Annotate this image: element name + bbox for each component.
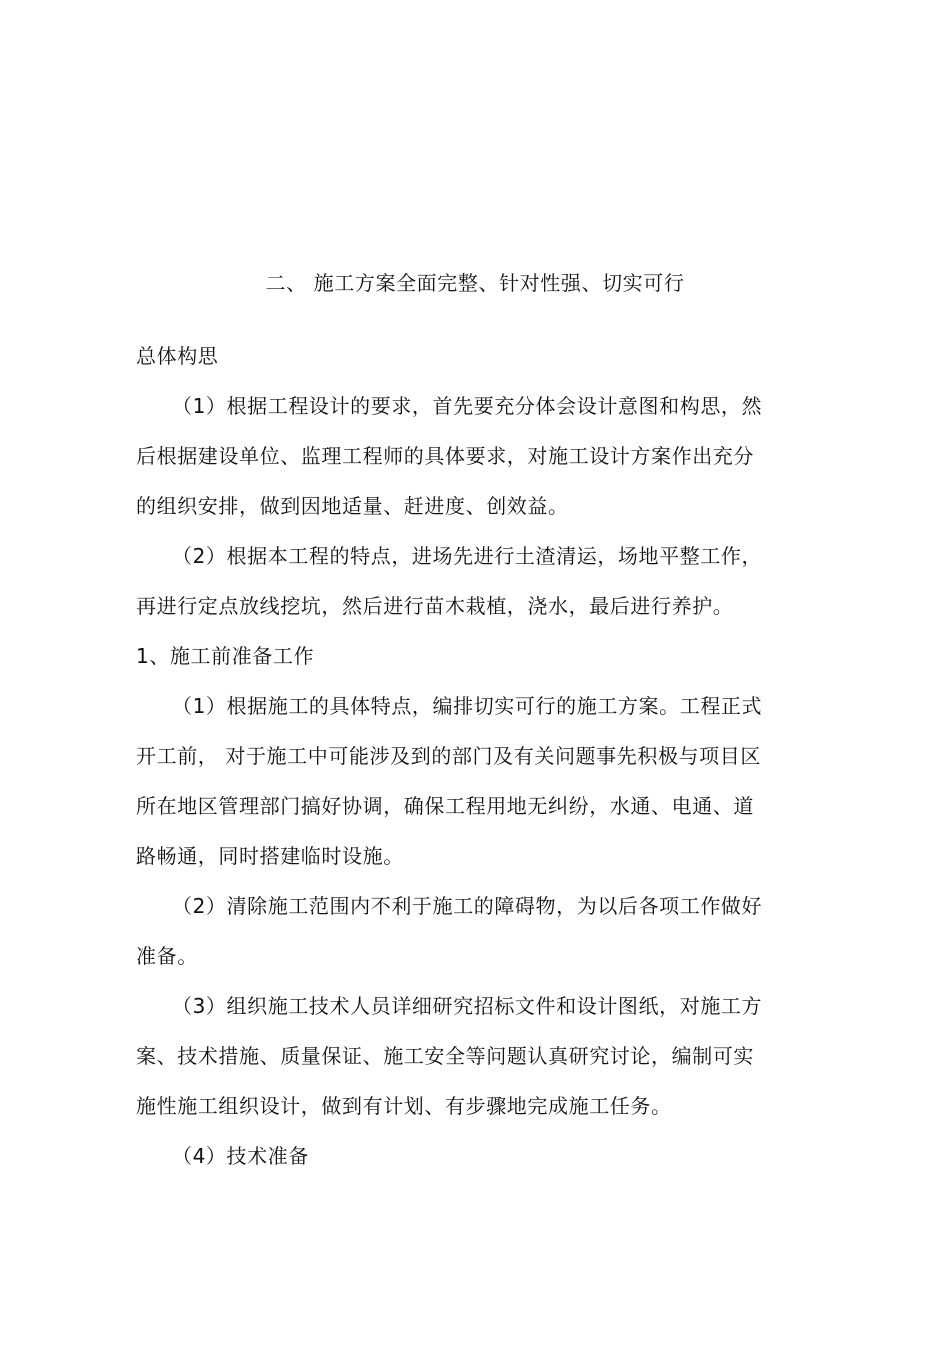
paragraph-line: 路畅通，同时搭建临时设施。 — [136, 844, 404, 868]
document-heading: 二、 施工方案全面完整、针对性强、切实可行 — [265, 271, 685, 295]
paragraph-line: （1）根据工程设计的要求，首先要充分体会设计意图和构思，然 — [172, 394, 763, 418]
paragraph-line: （2）清除施工范围内不利于施工的障碍物，为以后各项工作做好 — [172, 894, 763, 918]
paragraph-line: （3）组织施工技术人员详细研究招标文件和设计图纸，对施工方 — [172, 994, 763, 1018]
paragraph-line: 准备。 — [136, 944, 198, 968]
section-heading-overall: 总体构思 — [136, 344, 219, 368]
paragraph-line: 施性施工组织设计，做到有计划、有步骤地完成施工任务。 — [136, 1094, 672, 1118]
paragraph-line: （2）根据本工程的特点，进场先进行土渣清运，场地平整工作， — [172, 544, 763, 568]
paragraph-line: （4）技术准备 — [172, 1144, 309, 1168]
paragraph-line: 再进行定点放线挖坑，然后进行苗木栽植，浇水，最后进行养护。 — [136, 594, 734, 618]
paragraph-line: 所在地区管理部门搞好协调，确保工程用地无纠纷，水通、电通、道 — [136, 794, 754, 818]
paragraph-line: 案、技术措施、质量保证、施工安全等问题认真研究讨论，编制可实 — [136, 1044, 754, 1068]
section-heading-preparation: 1、施工前准备工作 — [136, 644, 315, 668]
paragraph-line: 的组织安排，做到因地适量、赶进度、创效益。 — [136, 494, 569, 518]
paragraph-line: 后根据建设单位、监理工程师的具体要求，对施工设计方案作出充分 — [136, 444, 754, 468]
paragraph-line: 开工前， 对于施工中可能涉及到的部门及有关问题事先积极与项目区 — [136, 744, 761, 768]
paragraph-line: （1）根据施工的具体特点，编排切实可行的施工方案。工程正式 — [172, 694, 763, 718]
